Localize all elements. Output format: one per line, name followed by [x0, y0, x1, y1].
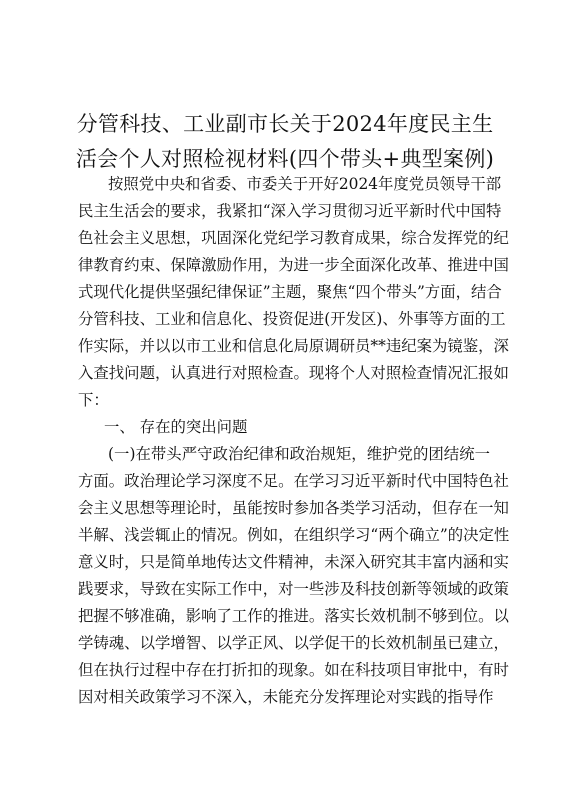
section-heading: 一、 存在的突出问题	[104, 418, 248, 436]
paragraph-line: 方面。政治理论学习深度不足。在学习习近平新时代中国特色社	[78, 472, 509, 490]
paragraph-line: 意义时，只是简单地传达文件精神，未深入研究其丰富内涵和实	[78, 553, 509, 571]
document-title-line-1: 分管科技、工业副市长关于2024年度民主生	[76, 112, 494, 136]
paragraph-line: 践要求，导致在实际工作中，对一些涉及科技创新等领域的政策	[78, 580, 509, 598]
paragraph-line: 把握不够准确，影响了工作的推进。落实长效机制不够到位。以	[78, 607, 509, 625]
paragraph-line: 作实际，并以以市工业和信息化局原调研员**违纪案为镜鉴，深	[78, 337, 509, 355]
paragraph-line: 律教育约束、保障激励作用，为进一步全面深化改革、推进中国	[78, 256, 509, 274]
paragraph-line: 因对相关政策学习不深入，未能充分发挥理论对实践的指导作	[78, 688, 494, 706]
paragraph-line: 会主义思想等理论时，虽能按时参加各类学习活动，但存在一知	[78, 499, 509, 517]
paragraph-line: 式现代化提供坚强纪律保证”主题，聚焦“四个带头”方面，结合	[78, 283, 502, 301]
paragraph-line: (一)在带头严守政治纪律和政治规矩，维护党的团结统一	[108, 445, 490, 463]
paragraph-line: 入查找问题，认真进行对照检查。现将个人对照检查情况汇报如	[78, 364, 509, 382]
paragraph-line: 民主生活会的要求，我紧扣“深入学习贯彻习近平新时代中国特	[78, 202, 502, 220]
paragraph-line: 半解、浅尝辄止的情况。例如，在组织学习“两个确立”的决定性	[78, 526, 510, 544]
document-title-line-2: 活会个人对照检视材料(四个带头+典型案例)	[75, 147, 495, 171]
paragraph-line: 学铸魂、以学增智、以学正风、以学促干的长效机制虽已建立，	[78, 634, 509, 652]
paragraph-line: 分管科技、工业和信息化、投资促进(开发区)、外事等方面的工	[78, 310, 506, 328]
paragraph-line: 下：	[78, 391, 109, 409]
paragraph-line: 但在执行过程中存在打折扣的现象。如在科技项目审批中，有时	[78, 661, 509, 679]
paragraph-line: 色社会主义思想，巩固深化党纪学习教育成果，综合发挥党的纪	[78, 229, 509, 247]
paragraph-line: 按照党中央和省委、市委关于开好2024年度党员领导干部	[108, 175, 502, 193]
